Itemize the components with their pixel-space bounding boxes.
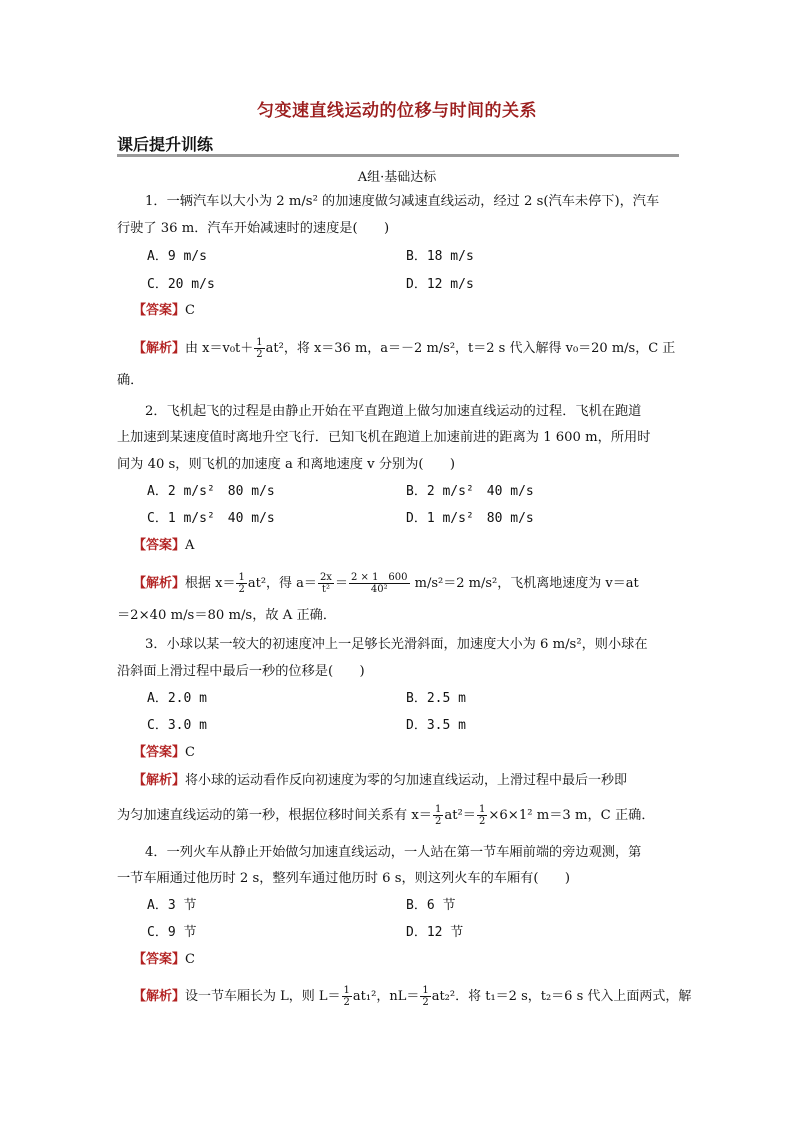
q2-option-d: D．1 m/s² 80 m/s xyxy=(406,511,534,526)
answer-value: C xyxy=(185,952,195,967)
analysis-text: 将小球的运动看作反向初速度为零的匀加速直线运动，上滑过程中最后一秒即 xyxy=(185,773,628,788)
q3-option-d: D．3.5 m xyxy=(406,718,466,733)
fraction xyxy=(433,804,443,827)
page-title: 匀变速直线运动的位移与时间的关系 xyxy=(257,101,537,121)
analysis-text: at₁²，nL＝ xyxy=(352,989,420,1004)
fraction xyxy=(420,985,430,1008)
fraction-denominator: t² xyxy=(321,584,330,595)
q3-stem-line-2: 沿斜面上滑过程中最后一秒的位移是( ) xyxy=(117,664,365,679)
fraction-numerator: 1 xyxy=(256,337,263,348)
fraction xyxy=(254,337,264,360)
q4-stem-line-1: 4．一列火车从静止开始做匀加速直线运动，一人站在第一节车厢前端的旁边观测，第 xyxy=(145,845,642,860)
fraction-denominator: 2 xyxy=(256,349,263,360)
q3-answer xyxy=(133,744,195,762)
q3-option-a: A．2.0 m xyxy=(147,691,207,706)
fraction xyxy=(477,804,487,827)
analysis-text: at²，将 x＝36 m，a＝－2 m/s²，t＝2 s 代入解得 v₀＝20 m/s，C 正 xyxy=(265,341,676,356)
section-divider xyxy=(117,154,679,157)
q4-answer xyxy=(133,951,195,969)
q3-option-b: B．2.5 m xyxy=(406,691,466,706)
q1-option-c: C．20 m/s xyxy=(147,277,215,292)
analysis-text: m/s²＝2 m/s²，飞机离地速度为 v＝at xyxy=(410,576,639,591)
answer-tag: 【答案】 xyxy=(133,538,186,553)
q3-stem-line-1: 3．小球以某一较大的初速度冲上一足够长光滑斜面，加速度大小为 6 m/s²，则小球在 xyxy=(145,637,648,652)
q1-option-a: A．9 m/s xyxy=(147,249,207,264)
q2-stem-line-3: 间为 40 s，则飞机的加速度 a 和离地速度 v 分别为( ) xyxy=(117,457,456,472)
q2-stem-line-1: 2．飞机起飞的过程是由静止开始在平直跑道上做匀加速直线运动的过程．飞机在跑道 xyxy=(145,404,642,419)
fraction xyxy=(342,985,352,1008)
q2-analysis-line-2: ＝2×40 m/s＝80 m/s，故 A 正确． xyxy=(117,608,337,623)
q1-stem-line-2: 行驶了 36 m．汽车开始减速时的速度是( ) xyxy=(117,221,390,236)
analysis-text: at₂²．将 t₁＝2 s，t₂＝6 s 代入上面两式，解 xyxy=(431,989,692,1004)
q2-option-a: A．2 m/s² 80 m/s xyxy=(147,484,275,499)
q1-stem-line-1: 1．一辆汽车以大小为 2 m/s² 的加速度做匀减速直线运动，经过 2 s(汽车未停下)，汽车 xyxy=(145,194,660,209)
q4-option-b: B．6 节 xyxy=(406,898,456,913)
fraction-numerator: 1 xyxy=(434,804,442,815)
fraction-denominator: 2 xyxy=(434,816,442,827)
fraction-denominator: 2 xyxy=(422,997,429,1008)
analysis-text: at²，得 a＝ xyxy=(247,576,317,591)
q2-option-b: B．2 m/s² 40 m/s xyxy=(406,484,534,499)
q3-analysis-line-2 xyxy=(117,804,679,827)
q1-option-d: D．12 m/s xyxy=(406,277,474,292)
fraction-numerator: 2x xyxy=(319,572,332,583)
answer-value: A xyxy=(185,538,195,553)
analysis-text: ＝ xyxy=(334,576,348,591)
fraction xyxy=(318,572,334,595)
q2-option-c: C．1 m/s² 40 m/s xyxy=(147,511,275,526)
fraction-denominator: 40² xyxy=(370,584,388,595)
answer-tag: 【答案】 xyxy=(133,952,186,967)
analysis-tag: 【解析】 xyxy=(133,341,186,356)
q4-analysis-line-1 xyxy=(133,985,691,1008)
answer-value: C xyxy=(185,745,195,760)
q4-option-c: C．9 节 xyxy=(147,925,197,940)
q1-analysis-line-2: 确． xyxy=(117,373,144,388)
q1-analysis-line-1 xyxy=(133,337,675,360)
analysis-text: ×6×1² m＝3 m，C 正确． xyxy=(488,808,655,823)
analysis-tag: 【解析】 xyxy=(133,576,186,591)
q3-option-c: C．3.0 m xyxy=(147,718,207,733)
fraction-denominator: 2 xyxy=(238,584,245,595)
fraction xyxy=(349,572,410,595)
q4-stem-line-2: 一节车厢通过他历时 2 s，整列车通过他历时 6 s，则这列火车的车厢有( ) xyxy=(117,871,570,886)
fraction-numerator: 1 xyxy=(238,572,245,583)
fraction-numerator: 2 × 1 600 xyxy=(350,572,408,583)
fraction-numerator: 1 xyxy=(343,985,350,996)
fraction-denominator: 2 xyxy=(478,816,486,827)
section-heading: 课后提升训练 xyxy=(117,135,214,154)
analysis-text: 为匀加速直线运动的第一秒，根据位移时间关系有 x＝ xyxy=(117,808,432,823)
fraction-denominator: 2 xyxy=(343,997,350,1008)
analysis-tag: 【解析】 xyxy=(133,773,186,788)
answer-value: C xyxy=(185,303,195,318)
analysis-text: 由 x＝v₀t＋ xyxy=(185,341,254,356)
q1-answer xyxy=(133,302,195,320)
fraction xyxy=(236,572,246,595)
q2-answer xyxy=(133,537,194,555)
q4-option-a: A．3 节 xyxy=(147,898,197,913)
analysis-text: 根据 x＝ xyxy=(185,576,236,591)
q1-option-b: B．18 m/s xyxy=(406,249,474,264)
analysis-tag: 【解析】 xyxy=(133,989,186,1004)
analysis-text: 设一节车厢长为 L，则 L＝ xyxy=(185,989,341,1004)
q2-stem-line-2: 上加速到某速度值时离地升空飞行．已知飞机在跑道上加速前进的距离为 1 600 m，所用时 xyxy=(117,430,651,445)
group-heading: A组·基础达标 xyxy=(357,170,437,185)
analysis-text: at²＝ xyxy=(444,808,476,823)
q3-analysis-line-1 xyxy=(133,772,627,790)
fraction-numerator: 1 xyxy=(422,985,429,996)
q4-option-d: D．12 节 xyxy=(406,925,464,940)
answer-tag: 【答案】 xyxy=(133,303,186,318)
fraction-numerator: 1 xyxy=(478,804,486,815)
q2-analysis-line-1 xyxy=(133,572,639,595)
answer-tag: 【答案】 xyxy=(133,745,186,760)
